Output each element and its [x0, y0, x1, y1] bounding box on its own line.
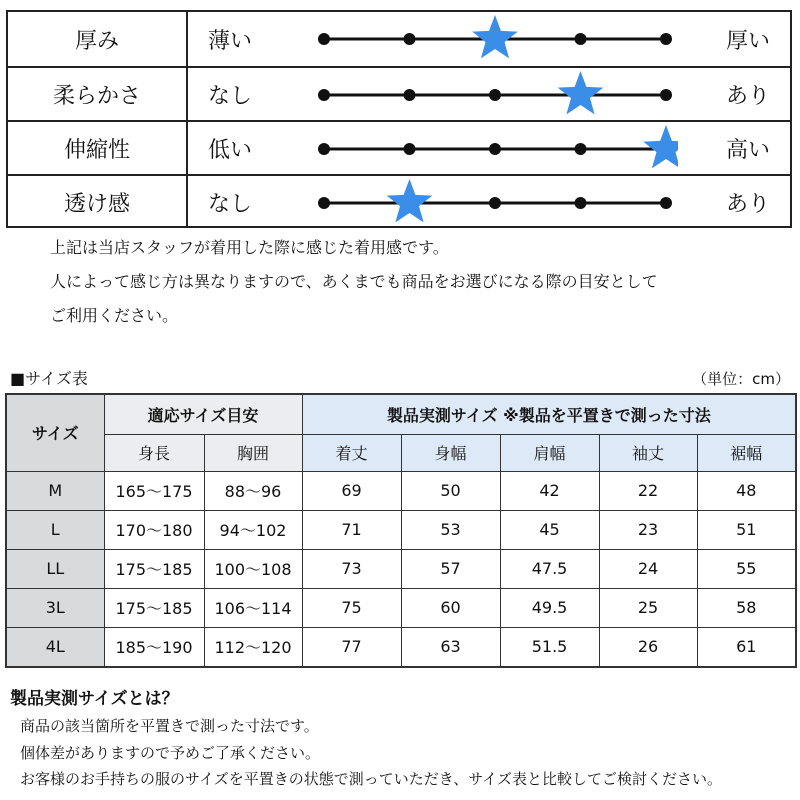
table-cell: 53 — [401, 510, 500, 549]
note-line: ご利用ください。 — [50, 306, 179, 325]
feel-label: 透け感 — [8, 176, 188, 228]
explain-line: お客様のお手持ちの服のサイズを平置きの状態で測っていただき、サイズ表と比較してご検討ください。 — [20, 770, 723, 788]
explain-line: 個体差がありますので予めご了承ください。 — [20, 744, 321, 762]
table-row — [6, 588, 796, 627]
table-row — [6, 510, 796, 549]
table-cell: 48 — [697, 471, 796, 510]
feel-scale-graphic — [308, 12, 678, 66]
feel-scale — [308, 176, 678, 228]
scale-dot — [489, 197, 501, 209]
feel-label: 厚み — [8, 12, 188, 66]
table-cell: 77 — [302, 627, 401, 667]
table-cell: 60 — [401, 588, 500, 627]
feel-low-label: 低い — [208, 137, 253, 163]
table-cell: 47.5 — [500, 549, 599, 588]
table-cell: 71 — [302, 510, 401, 549]
rating-star-icon — [472, 15, 518, 58]
table-cell: 69 — [302, 471, 401, 510]
scale-dot — [404, 33, 416, 45]
scale-dot — [660, 197, 672, 209]
column-header: 胸囲 — [204, 434, 302, 471]
column-header: 着丈 — [302, 434, 401, 471]
table-cell: 42 — [500, 471, 599, 510]
scale-dot — [318, 197, 330, 209]
table-cell: 165～175 — [104, 471, 204, 510]
explain-title: 製品実測サイズとは？ — [10, 689, 179, 709]
table-cell: 58 — [697, 588, 796, 627]
feel-row-softness — [8, 66, 790, 120]
size-name-cell: L — [6, 510, 104, 549]
table-cell: 63 — [401, 627, 500, 667]
table-row — [6, 471, 796, 510]
feel-high-label: あり — [725, 191, 770, 217]
size-table — [5, 393, 797, 668]
feel-row-sheerness — [8, 174, 790, 228]
feel-table — [6, 10, 792, 228]
feel-low-label: 薄い — [208, 28, 253, 54]
table-cell: 55 — [697, 549, 796, 588]
scale-dot — [660, 89, 672, 101]
scale-dot — [575, 33, 587, 45]
table-cell: 106～114 — [204, 588, 302, 627]
measured-size-header: 製品実測サイズ ※製品を平置きで測った寸法 — [302, 394, 796, 434]
scale-dot — [318, 89, 330, 101]
table-cell: 61 — [697, 627, 796, 667]
feel-low-label: なし — [208, 83, 253, 109]
scale-dot — [660, 33, 672, 45]
size-name-cell: LL — [6, 549, 104, 588]
unit-label: （単位：cm） — [692, 370, 790, 388]
table-cell: 45 — [500, 510, 599, 549]
table-cell: 23 — [599, 510, 697, 549]
feel-label: 伸縮性 — [8, 122, 188, 174]
scale-dot — [404, 143, 416, 155]
table-cell: 112～120 — [204, 627, 302, 667]
column-header: 身長 — [104, 434, 204, 471]
size-table-title: ■サイズ表 — [10, 369, 88, 388]
scale-dot — [489, 143, 501, 155]
table-cell: 75 — [302, 588, 401, 627]
table-row — [6, 627, 796, 667]
feel-scale-graphic — [308, 68, 678, 122]
table-cell: 24 — [599, 549, 697, 588]
size-name-cell: 3L — [6, 588, 104, 627]
table-cell: 94～102 — [204, 510, 302, 549]
feel-high-label: あり — [725, 83, 770, 109]
feel-scale — [308, 68, 678, 120]
feel-low-label: なし — [208, 191, 253, 217]
table-cell: 175～185 — [104, 588, 204, 627]
column-header: 袖丈 — [599, 434, 697, 471]
table-cell: 73 — [302, 549, 401, 588]
table-cell: 175～185 — [104, 549, 204, 588]
table-cell: 22 — [599, 471, 697, 510]
scale-dot — [318, 143, 330, 155]
fit-guide-header: 適応サイズ目安 — [104, 394, 302, 434]
feel-row-stretch — [8, 120, 790, 174]
scale-dot — [404, 89, 416, 101]
rating-star-icon — [558, 71, 604, 114]
table-cell: 49.5 — [500, 588, 599, 627]
feel-scale — [308, 12, 678, 66]
table-cell: 25 — [599, 588, 697, 627]
table-cell: 185～190 — [104, 627, 204, 667]
rating-star-icon — [387, 179, 433, 222]
scale-dot — [318, 33, 330, 45]
feel-row-thickness — [8, 12, 790, 66]
feel-scale — [308, 122, 678, 174]
table-cell: 50 — [401, 471, 500, 510]
feel-scale-graphic — [308, 122, 678, 176]
table-cell: 88～96 — [204, 471, 302, 510]
column-header: 裾幅 — [697, 434, 796, 471]
feel-high-label: 厚い — [725, 28, 770, 54]
table-cell: 57 — [401, 549, 500, 588]
scale-dot — [575, 143, 587, 155]
column-header: 肩幅 — [500, 434, 599, 471]
column-header: 身幅 — [401, 434, 500, 471]
scale-dot — [575, 197, 587, 209]
explain-line: 商品の該当箇所を平置きで測った寸法です。 — [20, 717, 319, 735]
scale-dot — [489, 89, 501, 101]
note-line: 人によって感じ方は異なりますので、あくまでも商品をお選びになる際の目安として — [50, 272, 658, 291]
feel-scale-graphic — [308, 176, 678, 230]
table-row — [6, 549, 796, 588]
feel-high-label: 高い — [725, 137, 770, 163]
table-cell: 51 — [697, 510, 796, 549]
table-cell: 170～180 — [104, 510, 204, 549]
table-cell: 51.5 — [500, 627, 599, 667]
table-cell: 26 — [599, 627, 697, 667]
size-name-cell: M — [6, 471, 104, 510]
size-name-cell: 4L — [6, 627, 104, 667]
rating-star-icon — [643, 125, 678, 168]
size-column-header: サイズ — [6, 394, 104, 471]
note-line: 上記は当店スタッフが着用した際に感じた着用感です。 — [50, 238, 449, 257]
table-cell: 100～108 — [204, 549, 302, 588]
feel-label: 柔らかさ — [8, 68, 188, 120]
